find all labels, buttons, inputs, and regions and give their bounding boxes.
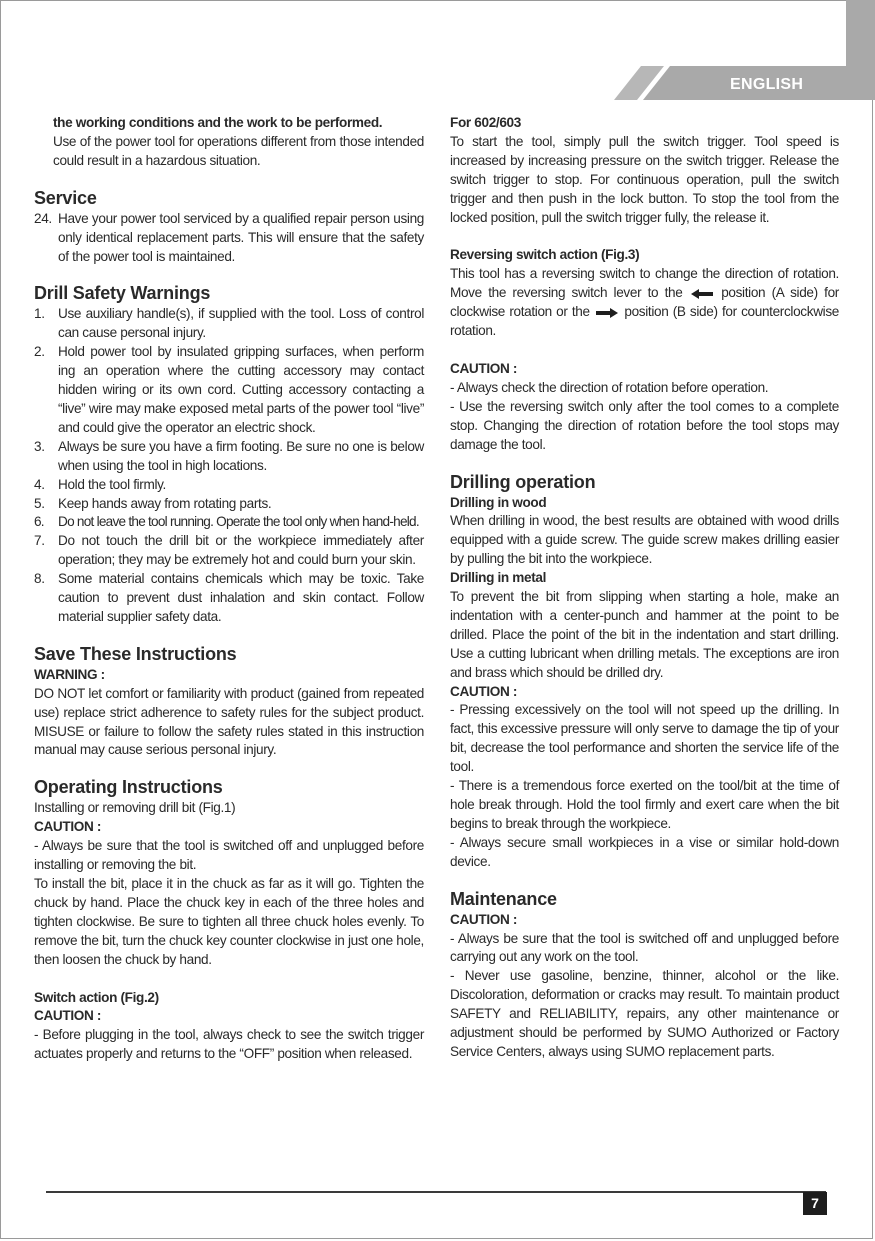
reversing-text-part: This tool has a reversing switch to change the direction of rotation. Move the reversing switch lever to the — [450, 266, 839, 301]
installing-subheading: Installing or removing drill bit (Fig.1) — [34, 800, 236, 816]
caution-label: CAUTION : — [34, 819, 102, 835]
reversing-heading: Reversing switch action (Fig.3) — [450, 247, 640, 263]
caution-label: CAUTION : — [450, 683, 518, 699]
save-instructions-heading: Save These Instructions — [34, 643, 237, 664]
intro-bold-line: the working conditions and the work to be performed. — [53, 115, 383, 130]
spacer — [450, 227, 839, 246]
model-heading: For 602/603 — [450, 115, 521, 130]
item-number: 1. — [34, 306, 45, 322]
drilling-wood-text: When drilling in wood, the best results are obtained with wood drills equipped with a guide screw. The guide screw makes drilling easier by pulling the bit into the workpiece. — [450, 513, 839, 567]
drilling-metal-heading: Drilling in metal — [450, 570, 547, 586]
caution-line: - Never use gasoline, benzine, thinner, alcohol or the like. Discoloration, deformation or cracks may result. To maintain product SAFETY and RELIABILITY, repairs, any other maintenance or adjustment should be performed by SUMO Authorized or Factory Service Centers, always using SUMO replacement parts. — [450, 968, 839, 1059]
arrow-right-icon — [596, 308, 618, 318]
item-text: Do not leave the tool running. Operate the tool only when hand-held. — [58, 514, 419, 530]
item-text: Some material contains chemicals which may be toxic. Take caution to prevent dust inhalation and skin contact. Follow material supplier safety data. — [58, 571, 424, 624]
spacer — [450, 341, 839, 360]
caution-line: - There is a tremendous force exerted on the tool/bit at the time of hole break through. Hold the tool firmly and exert care when the bit begins to break through the workpiece. — [450, 778, 839, 831]
item-number: 4. — [34, 476, 45, 492]
item-text: Hold the tool firmly. — [58, 476, 166, 492]
service-item-number: 24. — [34, 210, 52, 226]
caution-line: - Always secure small workpieces in a vise or similar hold-down device. — [450, 834, 839, 869]
reversing-text-part: position (B side) for counterclockwise rotation. — [450, 304, 839, 339]
service-heading: Service — [34, 187, 97, 208]
item-number: 7. — [34, 533, 45, 549]
caution-label: CAUTION : — [34, 1008, 102, 1024]
caution-line: - Always check the direction of rotation before operation. — [450, 379, 769, 395]
caution-line: - Pressing excessively on the tool will not speed up the drilling. In fact, this excessive pressure will only serve to damage the tip of your bit, decrease the tool performance and shorten the service life of the tool. — [450, 702, 839, 775]
intro-text: Use of the power tool for operations different from those intended could result in a hazardous situation. — [53, 133, 424, 168]
list-item — [34, 570, 424, 627]
install-text: To install the bit, place it in the chuck as far as it will go. Tighten the chuck by hand. Place the chuck key in each of the three holes and tighten clockwise. Be sure to tighten all three chuck holes evenly. To remove the bit, turn the chuck key counter clockwise in just one hole, then loosen the chuck by hand. — [34, 876, 424, 967]
intro-block — [34, 114, 424, 171]
caution-line: - Always be sure that the tool is switched off and unplugged before carrying out any work on the tool. — [450, 930, 839, 965]
drill-safety-list — [34, 305, 424, 626]
item-number: 6. — [34, 514, 44, 530]
language-label: ENGLISH — [730, 76, 804, 93]
switch-action-text: - Before plugging in the tool, always check to see the switch trigger actuates properly and returns to the “OFF” position when released. — [34, 1027, 424, 1062]
caution-label: CAUTION : — [450, 911, 518, 927]
reversing-text — [450, 265, 839, 341]
item-text: Do not touch the drill bit or the workpiece immediately after operation; they may be extremely hot and could burn your skin. — [58, 533, 424, 568]
spacer — [34, 970, 424, 989]
item-number: 3. — [34, 438, 45, 454]
item-number: 2. — [34, 344, 45, 360]
caution-text: - Always be sure that the tool is switched off and unplugged before installing or removing the bit. — [34, 838, 424, 873]
list-item — [34, 476, 424, 495]
model-text: To start the tool, simply pull the switch trigger. Tool speed is increased by increasing pressure on the switch trigger. Release the switch trigger to stop. For continuous operation, pull the switch trigger and then push in the lock button. To stop the tool from the locked position, pull the switch trigger fully, the release it. — [450, 133, 839, 225]
switch-action-heading: Switch action (Fig.2) — [34, 989, 159, 1005]
item-text: Hold power tool by insulated gripping surfaces, when perform ing an operation where the cutting accessory may contact hidden wiring or its own cord. Cutting accessory contacting a “live” wire may make exposed metal parts of the power tool “live” and could give the operator an electric shock. — [58, 344, 424, 435]
left-column — [34, 114, 424, 1064]
item-text: Always be sure you have a firm footing. Be sure no one is below when using the tool in high locations. — [58, 438, 424, 473]
item-number: 5. — [34, 495, 45, 511]
list-item — [34, 438, 424, 476]
item-text: Keep hands away from rotating parts. — [58, 495, 272, 511]
caution-line: - Use the reversing switch only after the tool comes to a complete stop. Changing the direction of rotation before the tool stops may damage the tool. — [450, 398, 839, 452]
footer-rule — [46, 1191, 826, 1193]
service-item — [34, 210, 424, 267]
drilling-operation-heading: Drilling operation — [450, 471, 596, 492]
arrow-left-icon — [691, 289, 713, 299]
service-item-text: Have your power tool serviced by a qualified repair person using only identical replacement parts. This will ensure that the safety of the power tool is maintained. — [58, 210, 424, 264]
drilling-metal-text: To prevent the bit from slipping when starting a hole, make an indentation with a center-punch and hammer at the point to be drilled. Place the point of the bit in the indentation and start drilling. Use a cutting lubricant when drilling metals. The exceptions are iron and brass which should be drilled dry. — [450, 589, 839, 680]
caution-label: CAUTION : — [450, 360, 518, 376]
operating-instructions-heading: Operating Instructions — [34, 777, 223, 798]
right-column — [450, 114, 839, 1062]
list-item — [34, 343, 424, 438]
reversing-text-part: position (A side) for clockwise rotation or the — [450, 285, 839, 320]
drill-safety-heading: Drill Safety Warnings — [34, 283, 211, 304]
list-item — [34, 532, 424, 570]
item-text: Use auxiliary handle(s), if supplied with the tool. Loss of control can cause personal injury. — [58, 306, 424, 341]
page-number: 7 — [803, 1192, 827, 1215]
maintenance-heading: Maintenance — [450, 888, 557, 909]
list-item — [34, 495, 424, 514]
warning-text: DO NOT let comfort or familiarity with product (gained from repeated use) replace strict adherence to safety rules for the subject product. MISUSE or failure to follow the safety rules stated in this instruction manual may cause serious personal injury. — [34, 685, 424, 758]
list-item — [34, 513, 424, 532]
drilling-wood-heading: Drilling in wood — [450, 494, 547, 510]
item-number: 8. — [34, 571, 45, 587]
list-item — [34, 305, 424, 343]
warning-label: WARNING : — [34, 666, 105, 682]
